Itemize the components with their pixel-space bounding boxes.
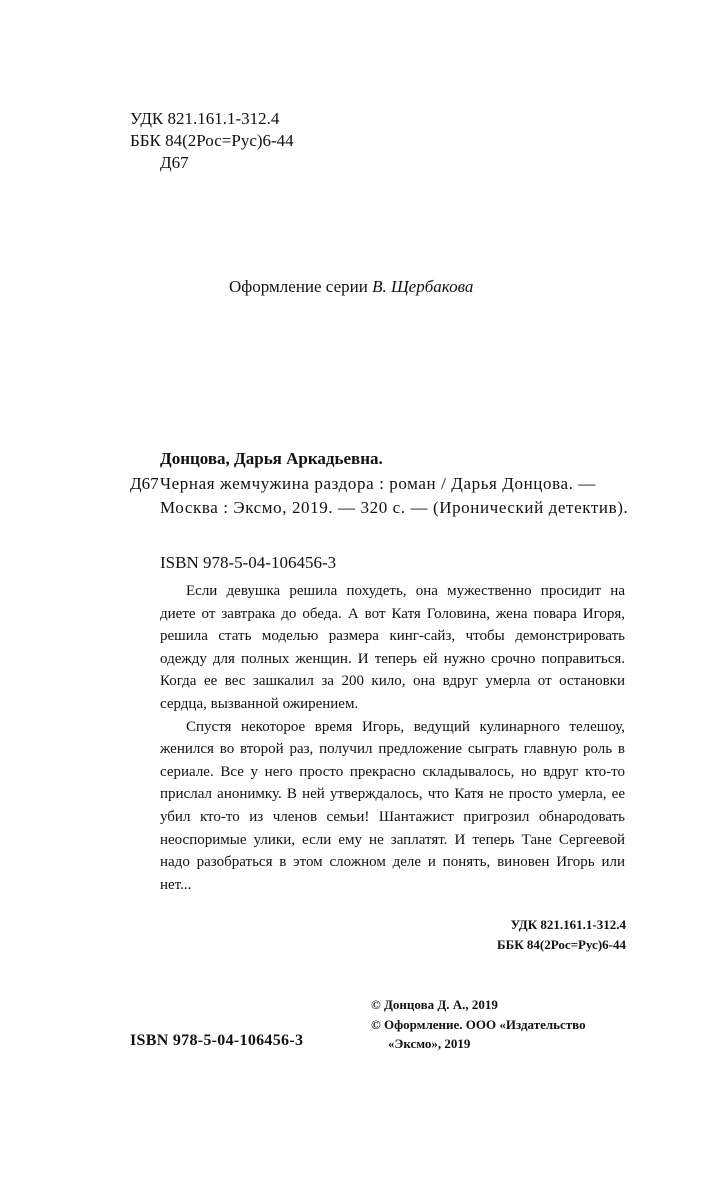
- udk-code-bottom: УДК 821.161.1-312.4: [510, 917, 626, 932]
- annotation: [160, 580, 625, 896]
- series-design-credit: [229, 276, 473, 298]
- author-mark: Д67: [160, 153, 189, 172]
- catalog-author-mark: Д67: [130, 474, 159, 493]
- series-designer-name: В. Щербакова: [372, 277, 474, 296]
- copyright-publisher: «Эксмо», 2019: [388, 1036, 471, 1051]
- classification-codes: [497, 915, 626, 955]
- annotation-paragraph: Спустя некоторое время Игорь, ведущий кулинарного телешоу, женился во второй раз, получил предложение сыграть главную роль в сериале. Все у него просто прекрасно складывалось, но вдруг кто-то прислал анонимку. В ней утверждалось, что Катя не просто умерла, ее убил кто-то из членов семьи! Шантажист пригрозил обнародовать неоспоримые улики, если ему не заплатят. И теперь Тане Сергеевой надо разобраться в этом сложном деле и понять, виновен Игорь или нет...: [160, 718, 625, 893]
- copyright-author: © Донцова Д. А., 2019: [371, 997, 498, 1012]
- bbk-code-bottom: ББК 84(2Рос=Рус)6-44: [497, 937, 626, 952]
- isbn-bottom: ISBN 978-5-04-106456-3: [130, 1032, 304, 1049]
- udk-code: УДК 821.161.1-312.4: [130, 109, 280, 128]
- copyright-block: [371, 995, 586, 1054]
- annotation-paragraph: Если девушка решила похудеть, она мужественно просидит на диете от завтрака до обеда. А вот Катя Головина, жена повара Игоря, решила стать моделью размера кинг-сайз, чтобы демонстрировать одежду для полных женщин. И теперь ей нужно срочно поправиться. Когда ее вес зашкалил за 200 кило, она вдруг умерла от остановки сердца, вызванной ожирением.: [160, 583, 625, 712]
- copyright-design: © Оформление. ООО «Издательство: [371, 1016, 586, 1032]
- catalog-author: Донцова, Дарья Аркадьевна.: [160, 449, 383, 468]
- catalog-isbn: ISBN 978-5-04-106456-3: [160, 553, 337, 572]
- bbk-code: ББК 84(2Рос=Рус)6-44: [130, 131, 294, 150]
- series-design-label: Оформление серии: [229, 277, 368, 296]
- catalog-description: Черная жемчужина раздора : роман / Дарья Донцова. — Москва : Эксмо, 2019. — 320 с. — (Иронический детектив).: [160, 474, 629, 517]
